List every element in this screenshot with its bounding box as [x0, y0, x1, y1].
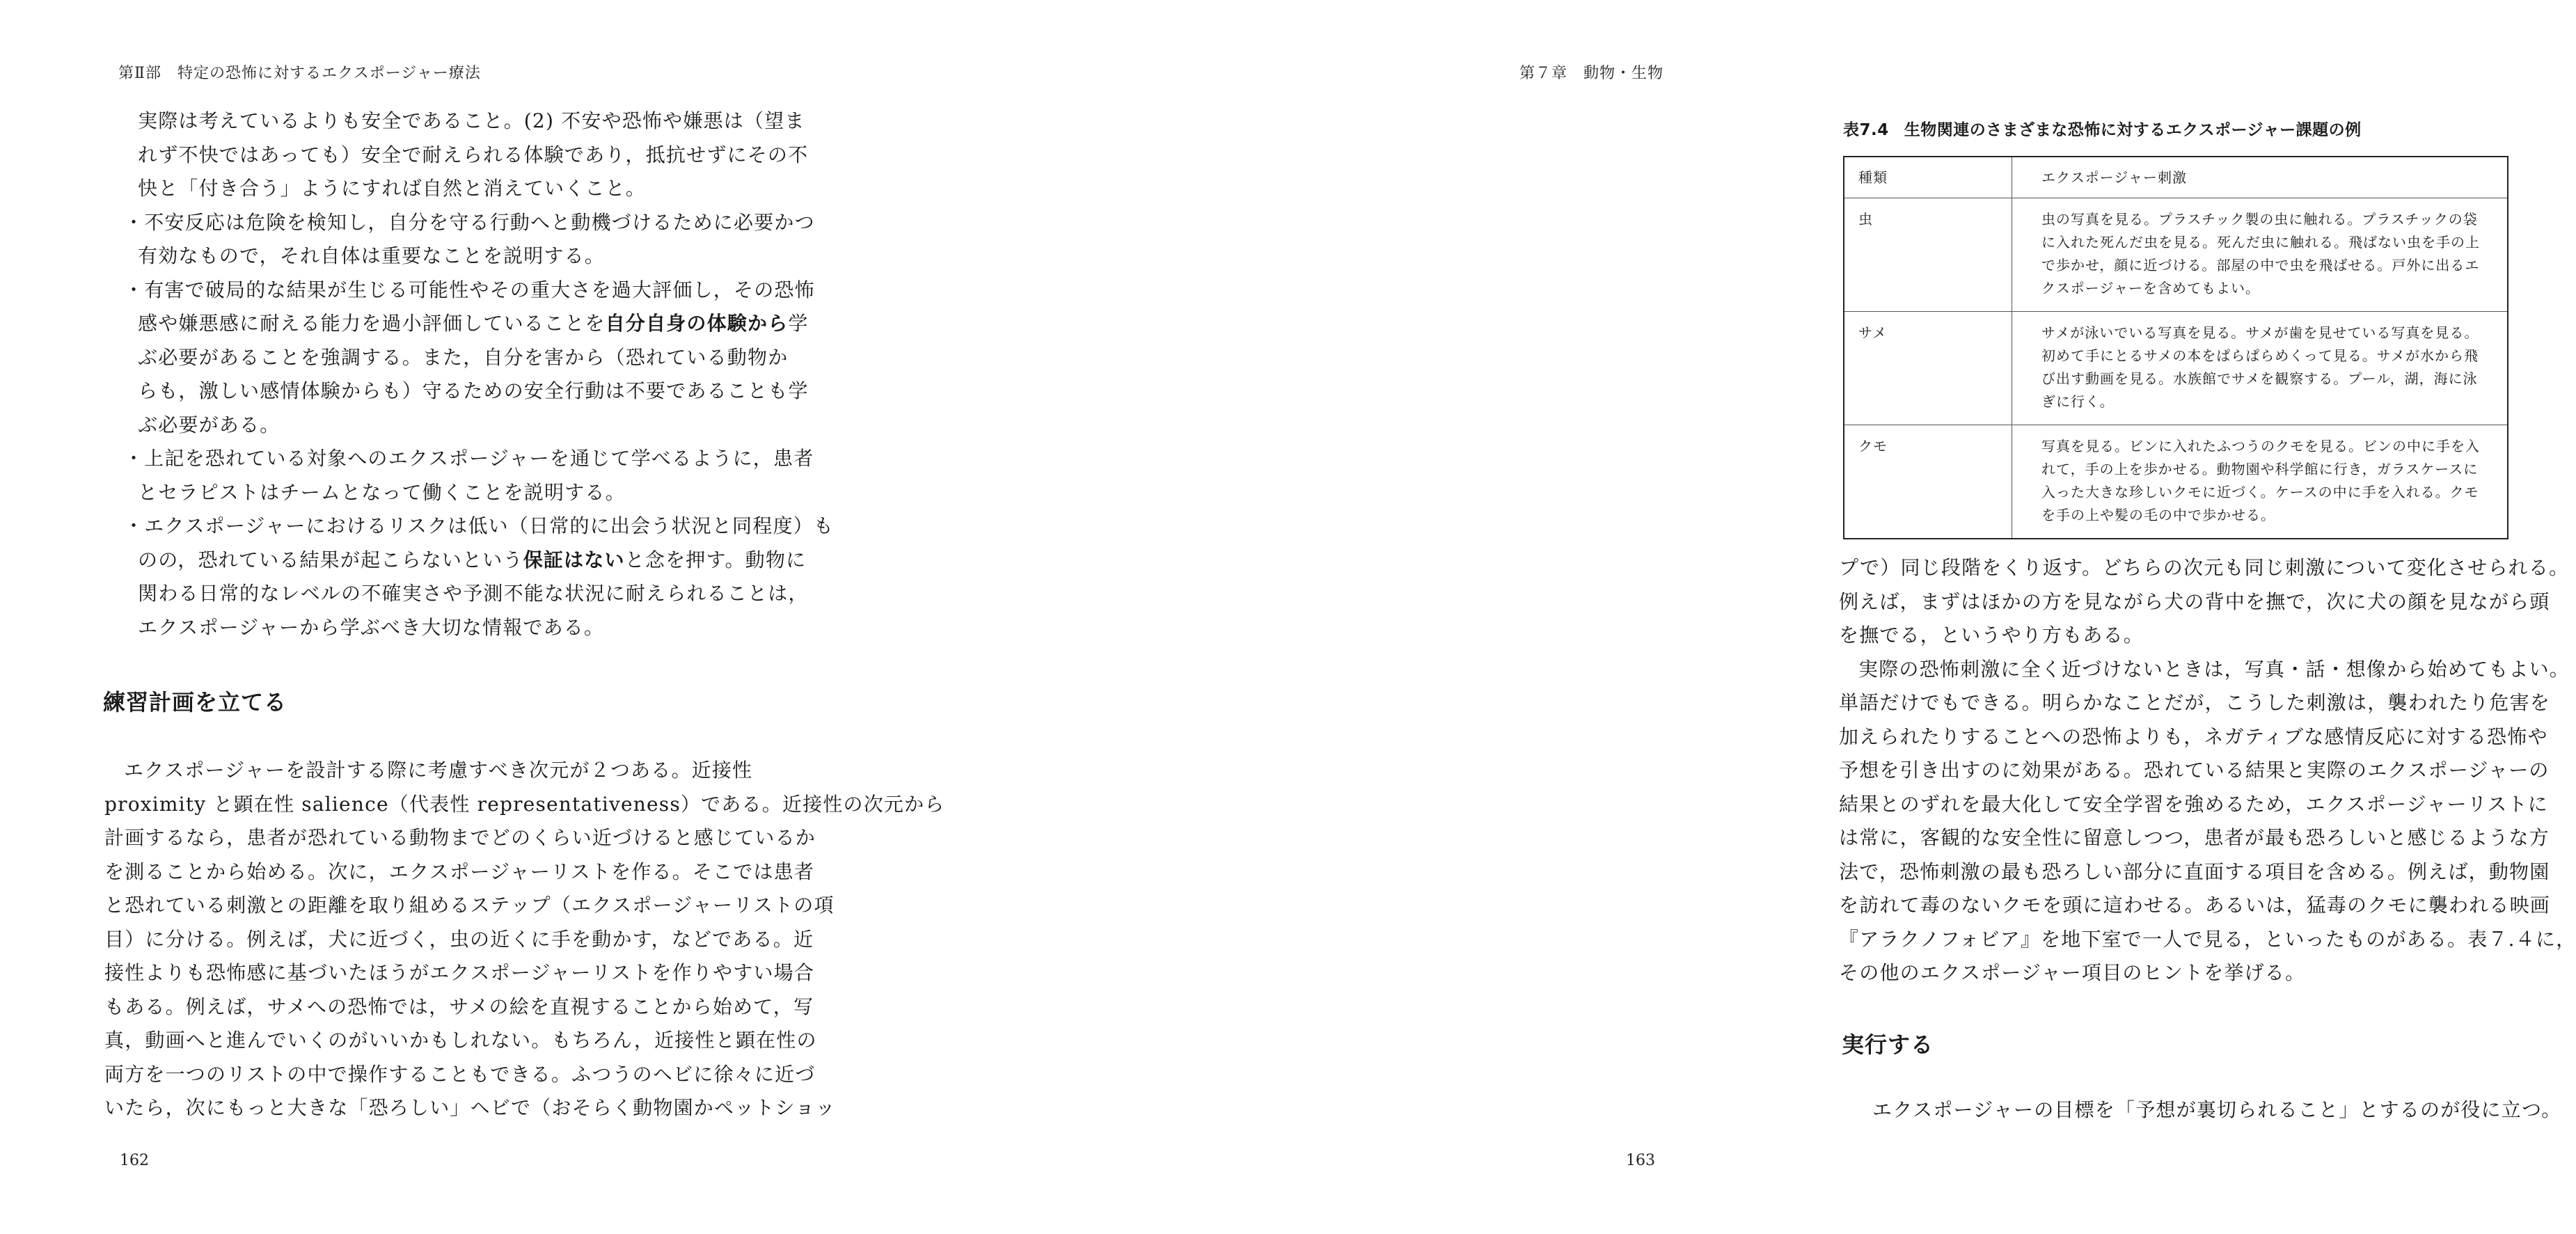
- right-upper-text: [1839, 551, 2576, 990]
- left-upper-text: [104, 104, 835, 644]
- text-line: 単語だけでもできる。明らかなことだが，こうした刺激は，襲われたり危害を: [1839, 691, 2551, 714]
- bullet-list: [104, 206, 835, 645]
- text-line: 計画するなら，患者が恐れている動物までどのくらい近づけると感じているか: [104, 826, 816, 849]
- text-run: とセラピストはチームとなって働くことを説明する。: [138, 480, 626, 504]
- implementation-paragraph: [1839, 1093, 2562, 1128]
- right-page: [870, 0, 2576, 1234]
- text-run: ・不安反応は危険を検知し，自分を守る行動へと動機づけるために必要かつ: [124, 210, 815, 234]
- text-line: サメが泳いでいる写真を見る。サメが歯を見せている写真を見る。: [2041, 324, 2479, 341]
- continuation-text: [104, 104, 809, 206]
- text-run: ・有害で破局的な結果が生じる可能性やその重大さを過大評価し，その恐怖: [124, 278, 815, 301]
- text-line: [104, 274, 815, 308]
- table-row: [1844, 425, 2508, 539]
- text-line: 接性よりも恐怖感に基づいたほうがエクスポージャーリストを作りやすい場合: [104, 961, 815, 984]
- text-line: を訪れて毒のないクモを頭に這わせる。あるいは，猛毒のクモに襲われる映画: [1839, 894, 2551, 917]
- left-page: [0, 0, 945, 1234]
- continuation-paragraph: [1839, 551, 2570, 653]
- text-line: [104, 476, 773, 510]
- table-header-row: [1844, 157, 2508, 198]
- text-line: 写真を見る。ビンに入れたふつうのクモを見る。ビンの中に手を入: [2041, 438, 2480, 454]
- page-number-left: 162: [120, 1152, 149, 1169]
- text-line: その他のエクスポージャー項目のヒントを挙げる。: [1839, 961, 2306, 984]
- bullet-item: [104, 509, 835, 644]
- text-run: 感や嫌悪感に耐える能力を過小評価していることを: [138, 312, 606, 335]
- table-row: [1844, 312, 2508, 425]
- text-run: ・上記を恐れている対象へのエクスポージャーを通じて学べるように，患者: [124, 447, 814, 470]
- text-line: 快と「付き合う」ようにすれば自然と消えていくこと。: [138, 177, 647, 200]
- text-run: ぶ必要がある。: [138, 413, 280, 436]
- text-line: ぎに行く。: [2041, 393, 2115, 410]
- table-row: [1844, 198, 2508, 312]
- text-line: れて，手の上を歩かせる。動物園や科学館に行き，ガラスケースに: [2041, 461, 2479, 477]
- table-caption: [1843, 117, 2362, 140]
- text-line: [104, 341, 789, 375]
- text-line: [104, 577, 809, 611]
- text-line: [104, 442, 814, 476]
- paragraph-2: [1839, 653, 2576, 990]
- exposure-table: [1843, 156, 2508, 539]
- text-line: 両方を一つのリストの中で操作することもできる。ふつうのヘビに徐々に近づ: [104, 1062, 816, 1086]
- bullet-item: [104, 206, 815, 274]
- text-line: を撫でる，というやり方もある。: [1839, 624, 2144, 647]
- text-line: 虫の写真を見る。プラスチック製の虫に触れる。プラスチックの袋: [2041, 211, 2478, 228]
- text-line: 初めて手にとるサメの本をぱらぱらめくって見る。サメが水から飛: [2041, 347, 2479, 364]
- text-run: エクスポージャーから学ぶべき大切な情報である。: [138, 615, 605, 639]
- text-line: 結果とのずれを最大化して安全学習を強めるため，エクスポージャーリストに: [1839, 792, 2548, 816]
- table-title: 生物関連のさまざまな恐怖に対するエクスポージャー課題の例: [1904, 121, 2362, 139]
- text-line: 例えば，まずはほかの方を見ながら犬の背中を撫で，次に犬の顔を見ながら頭: [1839, 590, 2550, 613]
- text-line: [104, 409, 773, 443]
- text-line: [104, 307, 809, 341]
- section-paragraph: [104, 754, 945, 1125]
- left-running-head: 第Ⅱ部 特定の恐怖に対するエクスポージャー療法: [118, 65, 481, 82]
- text-line: もある。例えば，サメへの恐怖では，サメの絵を直視することから始めて，写: [104, 995, 814, 1018]
- text-run: ぶ必要があることを強調する。また，自分を害から（恐れている動物か: [138, 345, 789, 369]
- text-line: クスポージャーを含めてもよい。: [2041, 280, 2260, 296]
- text-line: [104, 239, 773, 274]
- text-run: ・エクスポージャーにおけるリスクは低い（日常的に出会う状況と同程度）も: [124, 514, 835, 537]
- bullet-item: [104, 442, 814, 509]
- emphasis-text: 自分自身の体験から: [605, 312, 789, 335]
- text-line: いたら，次にもっと大きな「恐ろしい」ヘビで（おそらく動物園かペットショッ: [104, 1096, 836, 1119]
- bullet-item: [104, 274, 815, 443]
- text-line: 実際の恐怖刺激に全く近づけないときは，写真・話・想像から始めてもよい。: [1858, 657, 2570, 681]
- text-line: を手の上や髪の毛の中で歩かせる。: [2041, 507, 2275, 523]
- text-line: び出す動画を見る。水族館でサメを観察する。プール，湖，海に泳: [2041, 370, 2478, 387]
- row-stimulus-cell: [2012, 425, 2508, 539]
- text-line: プで）同じ段階をくり返す。どちらの次元も同じ刺激について変化させられる。: [1839, 556, 2570, 579]
- text-line: 法で，恐怖刺激の最も恐ろしい部分に直面する項目を含める。例えば，動物園: [1839, 860, 2550, 883]
- section-heading-practice-plan: 練習計画を立てる: [103, 689, 287, 715]
- text-line: [104, 544, 807, 578]
- text-line: [104, 374, 809, 409]
- right-running-head: 第７章 動物・生物: [1519, 65, 1664, 82]
- text-line: は常に，客観的な安全性に留意しつつ，患者が最も恐ろしいと感じるような方: [1839, 826, 2550, 849]
- text-line: 加えられたりすることへの恐怖よりも，ネガティブな感情反応に対する恐怖や: [1839, 725, 2548, 748]
- text-run: のの，恐れている結果が起こらないという: [138, 548, 523, 571]
- row-type-cell: 虫: [1844, 198, 2012, 312]
- text-line: エクスポージャーの目標を「予想が裏切られること」とするのが役に立つ。: [1872, 1098, 2562, 1121]
- text-line: と恐れている刺激との距離を取り組めるステップ（エクスポージャーリストの項: [104, 894, 835, 917]
- table-header-type: 種類: [1844, 157, 2012, 198]
- section-heading-implementation: 実行する: [1842, 1031, 1934, 1058]
- page-number-right: 163: [1626, 1152, 1655, 1169]
- text-line: で歩かせ，顔に近づける。部屋の中で虫を飛ばせる。戸外に出るエ: [2041, 257, 2480, 274]
- emphasis-text: 保証はない: [523, 548, 625, 571]
- text-line: 実際は考えているよりも安全であること。(2) 不安や恐怖や嫌悪は（望ま: [138, 109, 805, 132]
- text-line: [104, 206, 815, 240]
- row-stimulus-cell: [2012, 312, 2508, 425]
- text-line: 入った大きな珍しいクモに近づく。ケースの中に手を入れる。クモ: [2041, 484, 2479, 500]
- text-line: 目）に分ける。例えば，犬に近づく，虫の近くに手を動かす，などである。近: [104, 927, 814, 951]
- text-line: [104, 509, 835, 544]
- text-line: 『アラクノフォビア』を地下室で一人で見る，といったものがある。表７.４に，: [1839, 927, 2576, 951]
- text-line: proximity と顕在性 salience（代表性 representativeness）である。近接性の次元から: [104, 792, 945, 816]
- text-run: 関わる日常的なレベルの不確実さや予測不能な状況に耐えられることは，: [138, 582, 809, 605]
- text-run: 有効なもので，それ自体は重要なことを説明する。: [138, 244, 606, 267]
- text-run: らも，激しい感情体験からも）守るための安全行動は不要であることも学: [138, 379, 809, 402]
- text-line: に入れた死んだ虫を見る。死んだ虫に触れる。飛ばない虫を手の上: [2041, 234, 2480, 251]
- text-line: [104, 611, 773, 645]
- text-run: と念を押す。動物に: [624, 548, 807, 571]
- row-type-cell: サメ: [1844, 312, 2012, 425]
- text-line: 真，動画へと進んでいくのがいいかもしれない。もちろん，近接性と顕在性の: [104, 1029, 817, 1052]
- left-section-text: [104, 754, 945, 1125]
- text-line: 予想を引き出すのに効果がある。恐れている結果と実際のエクスポージャーの: [1839, 759, 2550, 782]
- text-line: れず不快ではあっても）安全で耐えられる体験であり，抵抗せずにその不: [138, 143, 809, 166]
- text-line: エクスポージャーを設計する際に考慮すべき次元が２つある。近接性: [124, 759, 753, 782]
- text-run: 学: [788, 312, 809, 335]
- table-number: 表7.4: [1843, 121, 1889, 139]
- row-type-cell: クモ: [1844, 425, 2012, 539]
- text-line: を測ることから始める。次に，エクスポージャーリストを作る。そこでは患者: [104, 860, 815, 883]
- right-section-text: [1839, 1093, 2562, 1128]
- row-stimulus-cell: [2012, 198, 2508, 312]
- table-header-stimulus: エクスポージャー刺激: [2012, 157, 2508, 198]
